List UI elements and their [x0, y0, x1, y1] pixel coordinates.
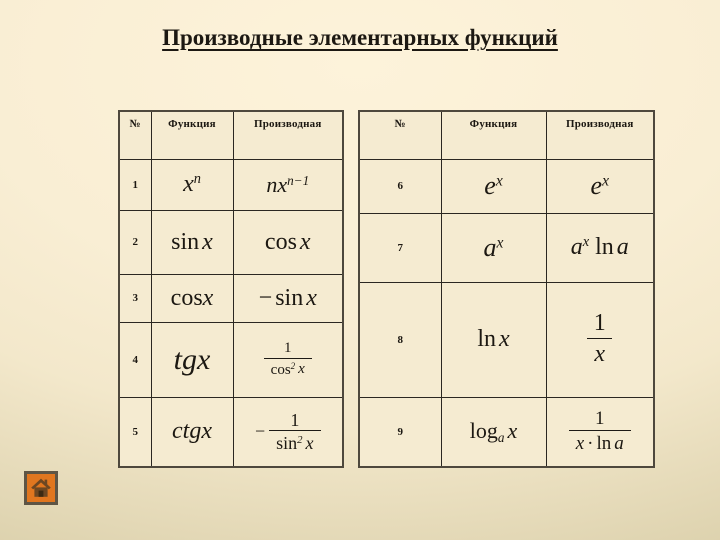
table-header-row: [119, 111, 343, 159]
row-number: 2: [119, 210, 151, 274]
row-number: 9: [359, 397, 441, 467]
col-header-func: Функция: [151, 111, 233, 159]
func-exp: $e^x$: [441, 159, 546, 213]
derivatives-table-left: [118, 110, 344, 468]
func-power: $x^n$: [151, 159, 233, 210]
deriv-one-over-x-ln-a: [546, 397, 654, 467]
deriv-one-over-x: [546, 282, 654, 397]
row-number: 4: [119, 322, 151, 397]
deriv-power: $nx^{n-1}$: [233, 159, 343, 210]
func-sin: sin x: [151, 210, 233, 274]
home-icon: [29, 476, 53, 500]
table-row: [119, 159, 343, 210]
func-a-power-x: $a^x$: [441, 213, 546, 282]
table-row: [359, 397, 654, 467]
deriv-exp: $e^x$: [546, 159, 654, 213]
func-cos: cosx: [151, 274, 233, 322]
func-ln: ln x: [441, 282, 546, 397]
row-number: 1: [119, 159, 151, 210]
table-row: [119, 397, 343, 467]
deriv-cosec-squared: − $\frac{1}{\sin^2 x}$: [233, 397, 343, 467]
row-number: 5: [119, 397, 151, 467]
fraction: $\frac{1}{\cos^2 x}$: [264, 340, 312, 378]
deriv-minus-sin: − sin x: [233, 274, 343, 322]
deriv-sec-squared: [233, 322, 343, 397]
col-header-func: Функция: [441, 111, 546, 159]
func-ctg: ctgx: [151, 397, 233, 467]
col-header-deriv: Производная: [546, 111, 654, 159]
col-header-num: №: [119, 111, 151, 159]
home-button[interactable]: [24, 471, 58, 505]
table-row: [119, 322, 343, 397]
table-row: [359, 213, 654, 282]
deriv-cos: cos x: [233, 210, 343, 274]
fraction: $\frac{1}{\sin^2 x}$: [269, 410, 320, 454]
derivatives-table-right: [358, 110, 655, 468]
table-row: [359, 282, 654, 397]
col-header-num: №: [359, 111, 441, 159]
page-title: Производные элементарных функций: [162, 25, 558, 50]
row-number: 8: [359, 282, 441, 397]
fraction: $\frac{1}{\text{x · ln a}}$: [569, 408, 631, 455]
table-header-row: [359, 111, 654, 159]
fraction: $\frac{1}{x}$: [587, 310, 612, 368]
row-number: 6: [359, 159, 441, 213]
func-tg: tgx: [151, 322, 233, 397]
col-header-deriv: Производная: [233, 111, 343, 159]
func-log-a: $\log_a x$: [441, 397, 546, 467]
row-number: 3: [119, 274, 151, 322]
deriv-a-power-x-ln-a: $a^x$ ln a: [546, 213, 654, 282]
table-row: [119, 210, 343, 274]
table-row: [119, 274, 343, 322]
table-row: [359, 159, 654, 213]
row-number: 7: [359, 213, 441, 282]
